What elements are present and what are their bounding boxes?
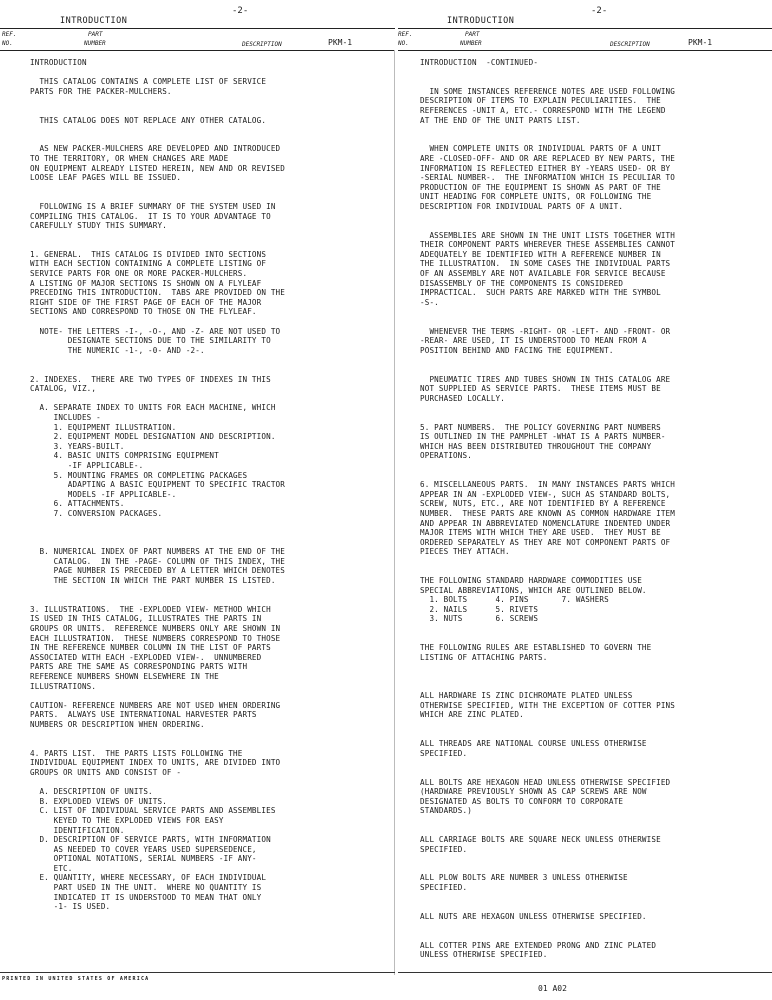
blank-line <box>30 68 390 78</box>
text-line: -S-. <box>420 297 439 307</box>
right-body-text <box>420 58 770 960</box>
blank-line <box>420 758 770 768</box>
text-line: WHICH HAS BEEN DISTRIBUTED THROUGHOUT THE COMPANY <box>420 441 652 451</box>
text-line: COMPILING THIS CATALOG. IT IS TO YOUR ADVANTAGE TO <box>30 211 271 221</box>
blank-line <box>420 461 770 471</box>
text-line: LOOSE LEAF PAGES WILL BE ISSUED. <box>30 173 182 183</box>
blank-line <box>30 595 390 605</box>
text-line: WHICH ARE ZINC PLATED. <box>420 710 524 720</box>
blank-line <box>30 125 390 135</box>
text-line: ALL HARDWARE IS ZINC DICHROMATE PLATED UNLESS <box>420 691 633 701</box>
blank-line <box>30 135 390 145</box>
text-line: DESCRIPTION FOR INDIVIDUAL PARTS OF A UNIT. <box>420 201 624 211</box>
blank-line <box>30 183 390 193</box>
text-line: DESIGNATED AS BOLTS TO CONFORM TO CORPORATE <box>420 796 624 806</box>
blank-line <box>420 212 770 222</box>
blank-line <box>30 394 390 404</box>
text-line: WITH EACH SECTION CONTAINING A COMPLETE LISTING OF <box>30 259 267 269</box>
blank-line <box>30 192 390 202</box>
text-line: 1. EQUIPMENT ILLUSTRATION. <box>30 422 177 432</box>
text-line: 3. NUTS 6. SCREWS <box>420 614 539 624</box>
text-line: OF AN ASSEMBLY ARE NOT AVAILABLE FOR SERVICE BECAUSE <box>420 269 666 279</box>
text-line: CAUTION- REFERENCE NUMBERS ARE NOT USED WHEN ORDERING <box>30 700 281 710</box>
text-line: THE FOLLOWING STANDARD HARDWARE COMMODITIES USE <box>420 576 642 586</box>
footer-rule <box>0 972 395 973</box>
text-line: PRECEDING THIS INTRODUCTION. TABS ARE PROVIDED ON THE <box>30 288 285 298</box>
text-line: ADEQUATELY BE IDENTIFIED WITH A REFERENCE NUMBER IN <box>420 249 661 259</box>
text-line: B. EXPLODED VIEWS OF UNITS. <box>30 796 167 806</box>
text-line: UNIT HEADING FOR COMPLETE UNITS, OR FOLLOWING THE <box>420 192 652 202</box>
number-label: NUMBER <box>84 40 106 47</box>
page-code: 01 A02 <box>538 984 567 993</box>
text-line: ARE -CLOSED-OFF- AND OR ARE REPLACED BY NEW PARTS, THE <box>420 153 675 163</box>
text-line: AS NEW PACKER-MULCHERS ARE DEVELOPED AND INTRODUCED <box>30 144 281 154</box>
blank-line <box>420 682 770 692</box>
text-line: INCLUDES - <box>30 412 101 422</box>
text-line: ALL NUTS ARE HEXAGON UNLESS OTHERWISE SPECIFIED. <box>420 911 647 921</box>
text-line: THIS CATALOG DOES NOT REPLACE ANY OTHER CATALOG. <box>30 115 267 125</box>
text-line: B. NUMERICAL INDEX OF PART NUMBERS AT THE END OF THE <box>30 547 285 557</box>
blank-line <box>420 864 770 874</box>
text-line: 2. EQUIPMENT MODEL DESIGNATION AND DESCRIPTION. <box>30 432 276 442</box>
blank-line <box>420 77 770 87</box>
blank-line <box>30 96 390 106</box>
blank-line <box>420 720 770 730</box>
text-line: OPTIONAL NOTATIONS, SERIAL NUMBERS -IF ANY- <box>30 854 257 864</box>
text-line: TO THE TERRITORY, OR WHEN CHANGES ARE MADE <box>30 153 229 163</box>
text-line: NOTE- THE LETTERS -I-, -O-, AND -Z- ARE NOT USED TO <box>30 326 281 336</box>
blank-line <box>420 413 770 423</box>
text-line: -SERIAL NUMBER-. THE INFORMATION WHICH IS PECULIAR TO <box>420 173 675 183</box>
text-line: IN SOME INSTANCES REFERENCE NOTES ARE USED FOLLOWING <box>420 86 675 96</box>
text-line: MODELS -IF APPLICABLE-. <box>30 489 177 499</box>
blank-line <box>30 519 390 529</box>
blank-line <box>420 365 770 375</box>
text-line: ASSEMBLIES ARE SHOWN IN THE UNIT LISTS TOGETHER WITH <box>420 230 675 240</box>
text-line: LISTING OF ATTACHING PARTS. <box>420 652 548 662</box>
text-line: ALL THREADS ARE NATIONAL COURSE UNLESS OTHERWISE <box>420 739 647 749</box>
page-number: -2- <box>232 6 249 16</box>
text-line: INTRODUCTION -CONTINUED- <box>420 58 539 67</box>
blank-line <box>420 893 770 903</box>
text-line: WHENEVER THE TERMS -RIGHT- OR -LEFT- AND -FRONT- OR <box>420 326 671 336</box>
part-label: PART <box>465 31 480 38</box>
text-line: SPECIFIED. <box>420 748 468 758</box>
text-line: THE ILLUSTRATION. IN SOME CASES THE INDIVIDUAL PARTS <box>420 259 671 269</box>
text-line: 3. ILLUSTRATIONS. THE -EXPLODED VIEW- METHOD WHICH <box>30 604 271 614</box>
text-line: FOLLOWING IS A BRIEF SUMMARY OF THE SYSTEM USED IN <box>30 201 276 211</box>
text-line: INDIVIDUAL EQUIPMENT INDEX TO UNITS, ARE DIVIDED INTO <box>30 758 281 768</box>
text-line: REFERENCE NUMBERS SHOWN ELSEWHERE IN THE <box>30 672 219 681</box>
blank-line <box>420 921 770 931</box>
text-line: -1- IS USED. <box>30 902 111 912</box>
text-line: SERVICE PARTS FOR ONE OR MORE PACKER-MULCHERS. <box>30 269 248 279</box>
text-line: (HARDWARE PREVIOUSLY SHOWN AS CAP SCREWS ARE NOW <box>420 787 647 797</box>
blank-line <box>420 566 770 576</box>
text-line: AT THE END OF THE UNIT PARTS LIST. <box>420 115 581 125</box>
header-rule <box>398 28 772 29</box>
text-line: ALL PLOW BOLTS ARE NUMBER 3 UNLESS OTHERWISE <box>420 873 628 883</box>
text-line: 4. PARTS LIST. THE PARTS LISTS FOLLOWING THE <box>30 748 243 758</box>
text-line: 1. BOLTS 4. PINS 7. WASHERS <box>420 595 609 605</box>
text-line: SPECIFIED. <box>420 883 468 893</box>
blank-line <box>420 662 770 672</box>
text-line: 5. PART NUMBERS. THE POLICY GOVERNING PART NUMBERS <box>420 422 661 432</box>
text-line: 6. ATTACHMENTS. <box>30 499 125 509</box>
text-line: EACH ILLUSTRATION. THESE NUMBERS CORRESPOND TO THOSE <box>30 633 281 643</box>
text-line: IS OUTLINED IN THE PAMPHLET -WHAT IS A PARTS NUMBER- <box>420 432 666 442</box>
text-line: ORDERED SEPARATELY AS THEY ARE NOT COMPONENT PARTS OF <box>420 537 671 547</box>
part-label: PART <box>88 31 103 38</box>
text-line: WHEN COMPLETE UNITS OR INDIVIDUAL PARTS OF A UNIT <box>420 144 661 154</box>
text-line: INFORMATION IS REFLECTED EITHER BY -YEARS USED- OR BY <box>420 163 671 173</box>
text-line: IMPRACTICAL. SUCH PARTS ARE MARKED WITH THE SYMBOL <box>420 288 661 298</box>
blank-line <box>420 355 770 365</box>
description-label: DESCRIPTION <box>242 41 282 48</box>
blank-line <box>30 730 390 740</box>
text-line: PARTS. ALWAYS USE INTERNATIONAL HARVESTER PARTS <box>30 710 257 720</box>
text-line: ON EQUIPMENT ALREADY LISTED HEREIN, NEW AND OR REVISED <box>30 163 285 173</box>
blank-line <box>420 854 770 864</box>
blank-line <box>420 730 770 740</box>
text-line: DESIGNATE SECTIONS DUE TO THE SIMILARITY TO <box>30 336 271 346</box>
left-body-text <box>30 58 390 912</box>
printed-in-usa: PRINTED IN UNITED STATES OF AMERICA <box>2 976 150 982</box>
text-line: IS USED IN THIS CATALOG, ILLUSTRATES THE PARTS IN <box>30 614 262 624</box>
blank-line <box>30 106 390 116</box>
text-line: NOT SUPPLIED AS SERVICE PARTS. THESE ITEMS MUST BE <box>420 384 661 394</box>
text-line: 2. INDEXES. THERE ARE TWO TYPES OF INDEXES IN THIS <box>30 374 271 384</box>
text-line: GROUPS OR UNITS AND CONSIST OF - <box>30 767 182 777</box>
blank-line <box>420 471 770 481</box>
text-line: -IF APPLICABLE-. <box>30 460 144 470</box>
text-line: AS NEEDED TO COVER YEARS USED SUPERSEDENCE, <box>30 844 257 854</box>
text-line: PART USED IN THE UNIT. WHERE NO QUANTITY IS <box>30 883 262 893</box>
blank-line <box>420 307 770 317</box>
blank-line <box>420 125 770 135</box>
text-line: INTRODUCTION <box>30 58 87 67</box>
text-line: PNEUMATIC TIRES AND TUBES SHOWN IN THIS CATALOG ARE <box>420 374 671 384</box>
text-line: THIS CATALOG CONTAINS A COMPLETE LIST OF SERVICE <box>30 77 267 87</box>
text-line: C. LIST OF INDIVIDUAL SERVICE PARTS AND ASSEMBLIES <box>30 806 276 816</box>
text-line: IN THE REFERENCE NUMBER COLUMN IN THE LIST OF PARTS <box>30 643 271 653</box>
text-line: E. QUANTITY, WHERE NECESSARY, OF EACH INDIVIDUAL <box>30 873 267 883</box>
text-line: PARTS ARE THE SAME AS CORRESPONDING PARTS WITH <box>30 662 248 672</box>
text-line: A LISTING OF MAJOR SECTIONS IS SHOWN ON A FLYLEAF <box>30 278 262 288</box>
section-title: INTRODUCTION <box>447 16 515 26</box>
blank-line <box>420 317 770 327</box>
text-line: THE FOLLOWING RULES ARE ESTABLISHED TO GOVERN THE <box>420 643 652 653</box>
blank-line <box>420 135 770 145</box>
text-line: ASSOCIATED WITH EACH -EXPLODED VIEW-. UNNUMBERED <box>30 652 262 662</box>
text-line: THE NUMERIC -1-, -0- AND -2-. <box>30 345 205 355</box>
header-rule-bottom <box>0 50 395 51</box>
column-divider <box>394 50 395 975</box>
page-number: -2- <box>591 6 608 16</box>
blank-line <box>420 68 770 78</box>
blank-line <box>420 902 770 912</box>
blank-line <box>420 768 770 778</box>
text-line: -REAR- ARE USED, IT IS UNDERSTOOD TO MEAN FROM A <box>420 336 647 346</box>
footer-rule <box>398 972 772 973</box>
text-line: DISASSEMBLY OF THE COMPONENTS IS CONSIDERED <box>420 278 624 288</box>
text-line: THE SECTION IN WHICH THE PART NUMBER IS LISTED. <box>30 576 276 586</box>
blank-line <box>30 778 390 788</box>
blank-line <box>30 317 390 327</box>
blank-line <box>30 528 390 538</box>
text-line: ILLUSTRATIONS. <box>30 681 97 691</box>
blank-line <box>30 365 390 375</box>
text-line: PURCHASED LOCALLY. <box>420 393 505 403</box>
text-line: IDENTIFICATION. <box>30 825 125 835</box>
ref-label: REF. <box>2 31 17 38</box>
ref-no-label: NO. <box>2 40 13 47</box>
blank-line <box>30 538 390 548</box>
blank-line <box>30 355 390 365</box>
text-line: THEIR COMPONENT PARTS WHEREVER THESE ASSEMBLIES CANNOT <box>420 240 675 250</box>
text-line: A. DESCRIPTION OF UNITS. <box>30 787 153 797</box>
blank-line <box>30 240 390 250</box>
text-line: NUMBER. THESE PARTS ARE KNOWN AS COMMON HARDWARE ITEM <box>420 508 675 518</box>
blank-line <box>420 816 770 826</box>
ref-no-label: NO. <box>398 40 409 47</box>
blank-line <box>420 931 770 941</box>
text-line: ALL CARRIAGE BOLTS ARE SQUARE NECK UNLESS OTHERWISE <box>420 835 661 845</box>
blank-line <box>420 672 770 682</box>
text-line: STANDARDS.) <box>420 806 472 816</box>
text-line: KEYED TO THE EXPLODED VIEWS FOR EASY <box>30 815 224 825</box>
text-line: PIECES THEY ATTACH. <box>420 547 510 557</box>
text-line: 3. YEARS-BUILT. <box>30 441 125 451</box>
text-line: 7. CONVERSION PACKAGES. <box>30 508 163 518</box>
text-line: PARTS FOR THE PACKER-MULCHERS. <box>30 86 172 96</box>
blank-line <box>30 231 390 241</box>
text-line: AND APPEAR IN ABBREVIATED NOMENCLATURE INDENTED UNDER <box>420 518 671 528</box>
text-line: INDICATED IT IS UNDERSTOOD TO MEAN THAT ONLY <box>30 892 262 902</box>
text-line: PRODUCTION OF THE EQUIPMENT IS SHOWN AS PART OF THE <box>420 182 661 192</box>
text-line: 2. NAILS 5. RIVETS <box>420 604 539 614</box>
text-line: APPEAR IN AN -EXPLODED VIEW-, SUCH AS STANDARD BOLTS, <box>420 489 671 499</box>
text-line: MAJOR ITEMS WITH WHICH THEY ARE USED. THEY MUST BE <box>420 528 661 538</box>
catalog-code: PKM-1 <box>688 38 713 47</box>
text-line: D. DESCRIPTION OF SERVICE PARTS, WITH INFORMATION <box>30 835 271 845</box>
text-line: 4. BASIC UNITS COMPRISING EQUIPMENT <box>30 451 219 461</box>
blank-line <box>420 403 770 413</box>
text-line: SECTIONS AND CORRESPOND TO THOSE ON THE FLYLEAF. <box>30 307 257 317</box>
section-title: INTRODUCTION <box>60 16 128 26</box>
text-line: 1. GENERAL. THIS CATALOG IS DIVIDED INTO SECTIONS <box>30 249 267 259</box>
text-line: ALL BOLTS ARE HEXAGON HEAD UNLESS OTHERWISE SPECIFIED <box>420 777 671 787</box>
blank-line <box>420 221 770 231</box>
text-line: UNLESS OTHERWISE SPECIFIED. <box>420 950 548 960</box>
blank-line <box>420 634 770 644</box>
text-line: 5. MOUNTING FRAMES OR COMPLETING PACKAGES <box>30 470 248 480</box>
text-line: 6. MISCELLANEOUS PARTS. IN MANY INSTANCES PARTS WHICH <box>420 480 675 490</box>
blank-line <box>420 557 770 567</box>
header-rule-bottom <box>398 50 772 51</box>
text-line: ALL COTTER PINS ARE EXTENDED PRONG AND ZINC PLATED <box>420 940 657 950</box>
text-line: SPECIFIED. <box>420 844 468 854</box>
blank-line <box>30 739 390 749</box>
text-line: PAGE NUMBER IS PRECEDED BY A LETTER WHICH DENOTES <box>30 566 285 576</box>
text-line: OTHERWISE SPECIFIED, WITH THE EXCEPTION OF COTTER PINS <box>420 700 675 710</box>
text-line: REFERENCES -UNIT A, ETC.- CORRESPOND WITH THE LEGEND <box>420 105 666 115</box>
text-line: SCREW, NUTS, ETC., ARE NOT IDENTIFIED BY A REFERENCE <box>420 499 666 509</box>
text-line: DESCRIPTION OF ITEMS TO EXPLAIN PECULIARITIES. THE <box>420 96 661 106</box>
text-line: CATALOG, VIZ., <box>30 384 97 394</box>
text-line: OPERATIONS. <box>420 451 472 461</box>
ref-label: REF. <box>398 31 413 38</box>
text-line: CATALOG. IN THE -PAGE- COLUMN OF THIS INDEX, THE <box>30 556 285 566</box>
text-line: SPECIAL ABBREVIATIONS, WHICH ARE OUTLINED BELOW. <box>420 585 647 595</box>
text-line: RIGHT SIDE OF THE FIRST PAGE OF EACH OF THE MAJOR <box>30 297 262 307</box>
text-line: ADAPTING A BASIC EQUIPMENT TO SPECIFIC TRACTOR <box>30 480 285 490</box>
header-rule <box>0 28 395 29</box>
text-line: GROUPS OR UNITS. REFERENCE NUMBERS ONLY ARE SHOWN IN <box>30 624 281 634</box>
blank-line <box>420 826 770 836</box>
number-label: NUMBER <box>460 40 482 47</box>
description-label: DESCRIPTION <box>610 41 650 48</box>
text-line: CAREFULLY STUDY THIS SUMMARY. <box>30 221 167 231</box>
blank-line <box>30 586 390 596</box>
blank-line <box>420 624 770 634</box>
text-line: NUMBERS OR DESCRIPTION WHEN ORDERING. <box>30 719 205 729</box>
right-page-column <box>398 0 772 1000</box>
text-line: ETC. <box>30 863 73 873</box>
catalog-code: PKM-1 <box>328 38 353 47</box>
blank-line <box>30 691 390 701</box>
text-line: A. SEPARATE INDEX TO UNITS FOR EACH MACHINE, WHICH <box>30 403 276 413</box>
text-line: POSITION BEHIND AND FACING THE EQUIPMENT. <box>420 345 614 355</box>
